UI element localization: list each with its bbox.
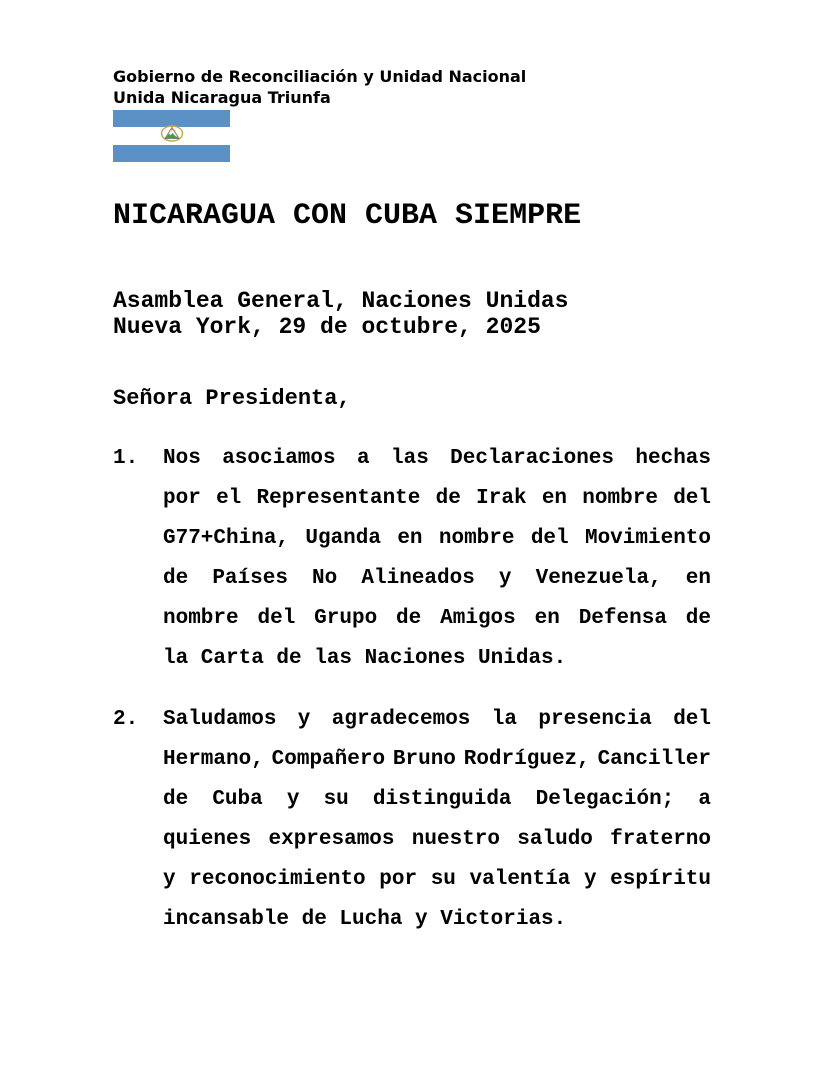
document-title: NICARAGUA CON CUBA SIEMPRE	[113, 199, 582, 233]
event-date: Nueva York, 29 de octubre, 2025	[113, 314, 541, 340]
paragraph-line: Nos asociamos a las Declaraciones hechas	[163, 447, 711, 470]
government-letterhead	[113, 66, 526, 108]
paragraph-line: la Carta de las Naciones Unidas.	[163, 647, 567, 670]
paragraph-line: Saludamos y agradecemos la presencia del	[163, 708, 711, 731]
paragraph-number: 1.	[113, 447, 139, 470]
body-paragraphs	[113, 439, 711, 940]
numbered-paragraph	[113, 700, 711, 940]
salutation: Señora Presidenta,	[113, 386, 351, 411]
paragraph-line: de Cuba y su distinguida Delegación; a	[163, 788, 711, 811]
paragraph-line: quienes expresamos nuestro saludo fraterno	[163, 828, 711, 851]
paragraph-line: por el Representante de Irak en nombre del	[163, 487, 711, 510]
paragraph-line: nombre del Grupo de Amigos en Defensa de	[163, 607, 711, 630]
letterhead-line-1: Gobierno de Reconciliación y Unidad Nacional	[113, 67, 527, 86]
paragraph-number: 2.	[113, 708, 139, 731]
event-details	[113, 288, 568, 340]
paragraph-line: de Países No Alineados y Venezuela, en	[163, 567, 711, 590]
nicaragua-flag-image	[113, 110, 230, 162]
event-venue: Asamblea General, Naciones Unidas	[113, 288, 569, 314]
paragraph-line: y reconocimiento por su valentía y espíritu	[163, 868, 711, 891]
numbered-paragraph	[113, 439, 711, 679]
flag-stripe-blue-bottom	[113, 145, 230, 162]
paragraph-line: Hermano, Compañero Bruno Rodríguez, Canciller	[163, 748, 711, 771]
coat-of-arms-icon	[160, 125, 184, 147]
paragraph-line: G77+China, Uganda en nombre del Movimiento	[163, 527, 711, 550]
paragraph-line: incansable de Lucha y Victorias.	[163, 908, 567, 931]
letterhead-line-2: Unida Nicaragua Triunfa	[113, 88, 331, 107]
